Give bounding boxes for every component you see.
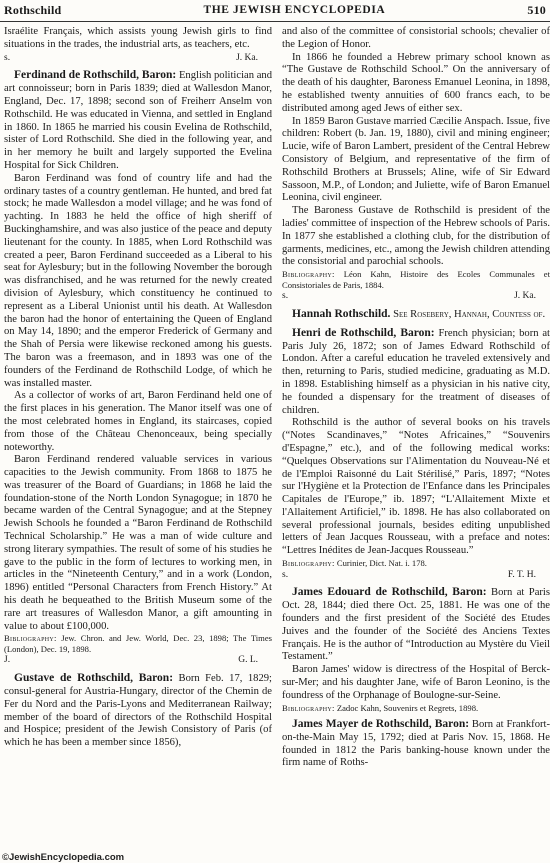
signature-line (282, 290, 550, 303)
right-column (282, 26, 550, 852)
entry-heading: Hannah Rothschild. (292, 307, 391, 320)
bibliography-label: Bibliography: (4, 633, 57, 644)
paragraph: In 1866 he founded a Hebrew primary school known as “The Gustave de Rothschild School.” On the anniversary of the death of his daughter, Baroness Emanuel Leonina, in 1898, he established twenty annuities of 600 francs each, to be distributed among aged Jews of either sex. (282, 51, 550, 114)
paragraph: Baron James' widow is directress of the Hospital of Berck-sur-Mer; and his daughter Jane, wife of Baron Leonino, is the foundress of the Orphanage of Boulogne-sur-Seine. (282, 664, 550, 701)
entry-heading: James Edouard de Rothschild, Baron: (292, 586, 487, 599)
signature-line (4, 52, 272, 65)
running-head-title: THE JEWISH ENCYCLOPEDIA (203, 4, 386, 16)
signature-code: s. (4, 52, 11, 63)
continued-paragraph: and also of the committee of consistorial schools; chevalier of the Legion of Honor. (282, 26, 550, 50)
bibliography-label: Bibliography: (282, 702, 335, 713)
paragraph: The Baroness Gustave de Rothschild is president of the ladies' committee of inspection of the Hebrew schools of Paris. In 1877 she established a clothing club, for the distribution of garments, medicines, etc., among the Jewish children attending the consistorial and parochial schools. (282, 205, 550, 268)
entry-text: Born at Paris Oct. 28, 1844; died there Oct. 25, 1881. He was one of the founders and the first president of the Société des Etudes Juives and the founder of the Société des Anciens Textes Français. He is the author of “Introduction au Mystère du Vieil Testament.” (282, 587, 550, 663)
bibliography-text: Curinier, Dict. Nat. i. 178. (336, 558, 427, 569)
entry-james-mayer (282, 718, 550, 770)
signature-line (4, 654, 272, 667)
entry-gustave (4, 672, 272, 750)
entry-hannah (282, 308, 550, 322)
left-column (4, 26, 272, 852)
signature-code: J. (4, 655, 11, 666)
signature-line (282, 569, 550, 582)
signature-code: s. (282, 291, 289, 302)
cross-reference: See Rosebery, Hannah, Countess of. (393, 308, 546, 320)
bibliography-text: Zadoc Kahn, Souvenirs et Regrets, 1898. (336, 702, 479, 713)
entry-text: English politician and art connoisseur; born in Paris 1839; died at Wallesdon Manor, England, Dec. 17, 1898; second son of Freiherr Anselm von Rothschild. He was educated in Vienna, and settled in England in 1860. In 1865 he married his cousin Evelina de Rothschild, sister of Lord Rothschild. She died in the following year, and in her memory he built and largely supported the Evelina Hospital for Sick Children. (4, 70, 272, 171)
bibliography (282, 269, 550, 290)
bibliography (282, 703, 550, 714)
paragraph: Baron Ferdinand was fond of country life and had the ordinary tastes of a country gentleman. He hunted, and bred fat stock; he made Wallesdon a model village; and he was fond of yachting. In 1883 he held the office of high sheriff of Buckinghamshire, and was also justice of the peace and deputy lieutenant for the county. In 1885, when Lord Rothschild was created a peer, Baron Ferdinand succeeded as a Liberal to his seat for Aylesbury; but in the following November the borough was disfranchised, and he was returned for the newly created division of Aylesbury, which constituency he continued to represent as a Liberal Unionist until his death. At Wallesdon the baron had the honor of entertaining the Queen of England on May 14, 1890; and the emperor Frederick of Germany and the Shah of Persia were likewise reckoned among his guests. The baron was a freemason, and in 1893 was one of the founders of the Ferdinand de Rothschild Lodge, of which he was installed master. (4, 172, 272, 389)
bibliography (282, 558, 550, 569)
entry-henri (282, 327, 550, 582)
entry-ferdinand (4, 69, 272, 667)
bibliography-text: Léon Kahn, Histoire des Ecoles Communales et Consistoriales de Paris, 1884. (282, 269, 550, 290)
paragraph: In 1859 Baron Gustave married Cæcilie Anspach. Issue, five children: Robert (b. Jan. 19, 1880), civil and mining engineer; Lucie, wife of Baron Lambert, president of the Central Hebrew Consistory of Belgium, and representative of the firm of Rothschild Brothers at Brussels; Aline, wife of Sir Edward Sassoon, M.P., of London; and Juliette, wife of Baron Emanuel Leonina, civil engineer. (282, 115, 550, 204)
footer-credit: ©JewishEncyclopedia.com (2, 852, 125, 863)
entry-heading: Ferdinand de Rothschild, Baron: (14, 69, 177, 82)
continued-paragraph: Israélite Français, which assists young Jewish girls to find situations in the trades, the industrial arts, as teachers, etc. (4, 26, 272, 50)
entry-text: French physician; born at Paris July 26, 1872; son of James Edward Rothschild of London. After a careful education he traveled extensively and then, returning to Paris, studied medicine, graduating as M.D. in 1898. Establishing himself as a physician in his native city, he founded a dispensary for the treatment of diseases of children. (282, 327, 550, 416)
bibliography-label: Bibliography: (282, 558, 335, 569)
signature-author: J. Ka. (514, 291, 536, 302)
entry-text: Born Feb. 17, 1829; consul-general for Austria-Hungary, director of the Chemin de Fer du Nord and the Paris-Lyons and Mediterranean Railway; member of the board of directors of the Rothschild Hospital and Hospice; president of the Jewish Consistory of Paris (of which he has been a member since 1856), (4, 673, 272, 749)
page-header (0, 0, 550, 20)
signature-author: F. T. H. (507, 569, 536, 580)
bibliography-label: Bibliography: (282, 269, 335, 280)
signature-code: s. (282, 569, 289, 580)
entry-james-edouard (282, 586, 550, 713)
running-head-left: Rothschild (4, 2, 62, 17)
paragraph: Rothschild is the author of several books on his travels (“Notes Scandinaves,” “Notes Africaines,” “Souvenirs d'Espagne,” etc.), and of the following medical works: “Quelques Observations sur l'Alimentation du Nouveau-Né et de l'Emploi Raisonné du Lait Stérilisé,” Paris, 1897; “Notes sur l'Hygiène et la Protection de l'Enfance dans les Principales Capitales de l'Europe,” ib. 1897; “L'Allaitement Mixte et l'Allaitement Artificiel,” ib. 1898. He has also collaborated on several professional journals, besides editing unpublished letters of Jean Jacques Rousseau, with a preface and notes: “Lettres Inédites de Jean-Jacques Rousseau.” (282, 417, 550, 557)
entry-text: Born at Frankfort-on-the-Main May 15, 1792; died at Paris Nov. 15, 1868. He founded in 1812 the Paris banking-house known under the firm name of Roths- (282, 719, 550, 769)
entry-heading: Gustave de Rothschild, Baron: (14, 672, 174, 685)
paragraph: As a collector of works of art, Baron Ferdinand held one of the first places in his generation. The Manor itself was one of the most celebrated homes in England, its staircases, copied from those of the Château Chenonceaux, being specially noteworthy. (4, 390, 272, 453)
page-number: 510 (527, 2, 546, 17)
signature-author: J. Ka. (236, 52, 258, 63)
paragraph: Baron Ferdinand rendered valuable services in various capacities to the Jewish community. From 1868 to 1875 he was treasurer of the Board of Guardians; in 1868 he laid the foundation-stone of the North London Synagogue; in 1870 he became warden of the Central Synagogue; and at the Stepney Jewish Schools he founded a “Baron Ferdinand de Rothschild Technical Scholarship.” He was a man of wide culture and strong literary sympathies. The result of some of his studies he gave to the public in the form of lectures to working men, in articles in the “Nineteenth Century,” and in a work (London, 1896) entitled “Personal Characters from French History.” At his death he bequeathed to the British Museum some of the rare art treasures of Wallesdon Manor, a gift amounting in value to about £100,000. (4, 454, 272, 632)
header-rule (0, 21, 550, 22)
entry-heading: James Mayer de Rothschild, Baron: (292, 718, 470, 731)
bibliography (4, 633, 272, 654)
entry-heading: Henri de Rothschild, Baron: (292, 326, 435, 339)
signature-author: G. L. (238, 655, 258, 666)
bibliography-text: Jew. Chron. and Jew. World, Dec. 23, 1898; The Times (London), Dec. 19, 1898. (4, 633, 272, 654)
